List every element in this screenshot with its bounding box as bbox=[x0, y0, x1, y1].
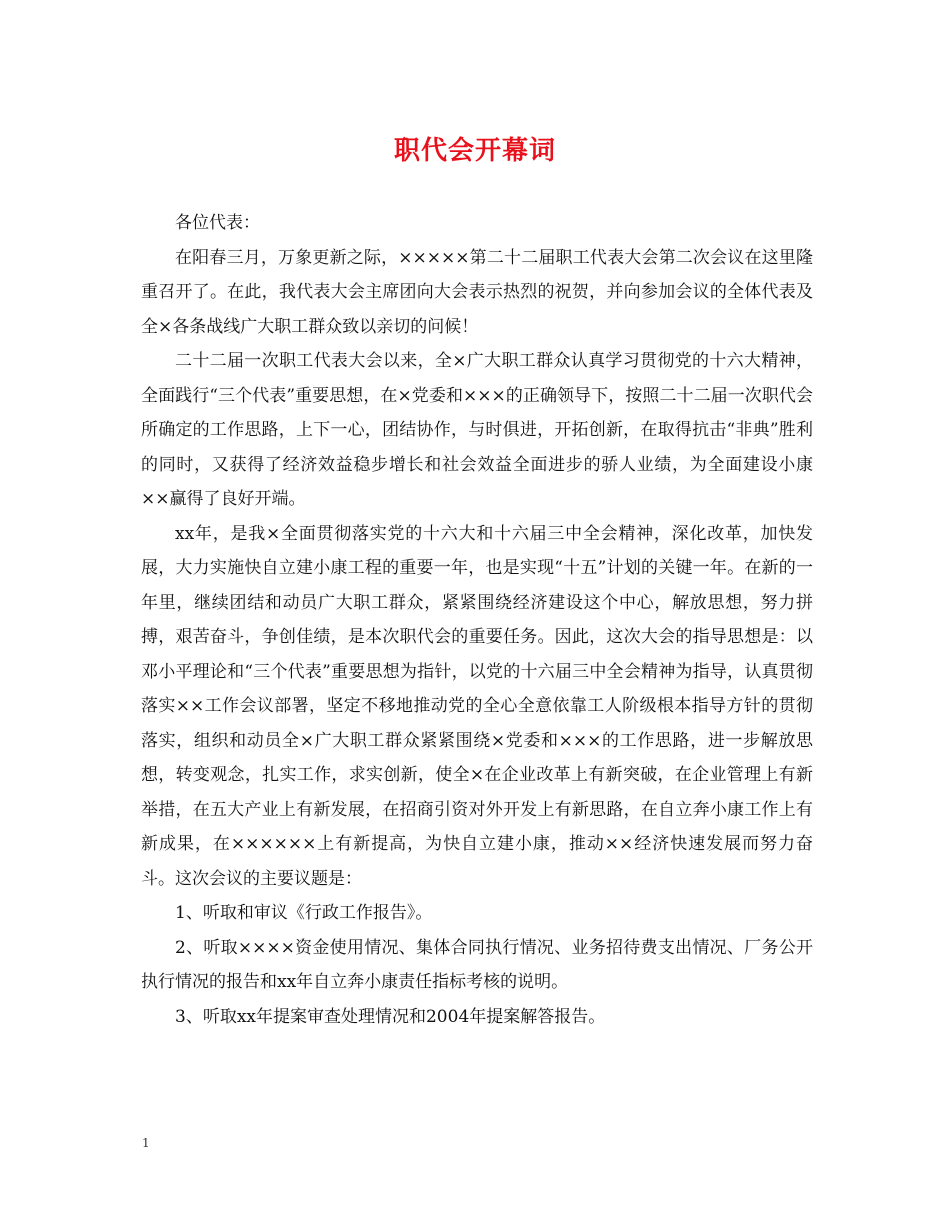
document-title: 职代会开幕词 bbox=[393, 136, 556, 166]
agenda-item-2: 2、听取××××资金使用情况、集体合同执行情况、业务招待费支出情况、厂务公开执行情况的报告和xx年自立奔小康责任指标考核的说明。 bbox=[141, 937, 813, 992]
agenda-item-3: 3、听取xx年提案审查处理情况和2004年提案解答报告。 bbox=[175, 1006, 606, 1027]
page-number: 1 bbox=[142, 1136, 150, 1150]
document-body bbox=[141, 206, 813, 1034]
review-paragraph: 二十二届一次职工代表大会以来，全×广大职工群众认真学习贯彻党的十六大精神，全面践行“三个代表”重要思想，在×党委和×××的正确领导下，按照二十二届一次职代会所确定的工作思路，上下一心，团结协作，与时俱进，开拓创新，在取得抗击“非典”胜利的同时，又获得了经济效益稳步增长和社会效益全面进步的骄人业绩，为全面建设小康××赢得了良好开端。 bbox=[141, 351, 813, 509]
agenda-item-1: 1、听取和审议《行政工作报告》。 bbox=[175, 903, 433, 923]
opening-paragraph: 在阳春三月，万象更新之际，×××××第二十二届职工代表大会第二次会议在这里隆重召开了。在此，我代表大会主席团向大会表示热烈的祝贺，并向参加会议的全体代表及全×各条战线广大职工群众致以亲切的问候！ bbox=[141, 247, 813, 337]
guidance-paragraph: xx年，是我×全面贯彻落实党的十六大和十六届三中全会精神，深化改革，加快发展，大力实施快自立建小康工程的重要一年，也是实现“十五”计划的关键一年。在新的一年里，继续团结和动员广大职工群众，紧紧围绕经济建设这个中心，解放思想，努力拼搏，艰苦奋斗，争创佳绩，是本次职代会的重要任务。因此，这次大会的指导思想是：以邓小平理论和“三个代表”重要思想为指针，以党的十六届三中全会精神为指导，认真贯彻落实××工作会议部署，坚定不移地推动党的全心全意依靠工人阶级根本指导方针的贯彻落实，组织和动员全×广大职工群众紧紧围绕×党委和×××的工作思路，进一步解放思想，转变观念，扎实工作，求实创新，使全×在企业改革上有新突破，在企业管理上有新举措，在五大产业上有新发展，在招商引资对外开发上有新思路，在自立奔小康工作上有新成果，在××××××上有新提高，为快自立建小康，推动××经济快速发展而努力奋斗。这次会议的主要议题是： bbox=[141, 523, 813, 889]
salutation-paragraph: 各位代表： bbox=[175, 213, 260, 233]
